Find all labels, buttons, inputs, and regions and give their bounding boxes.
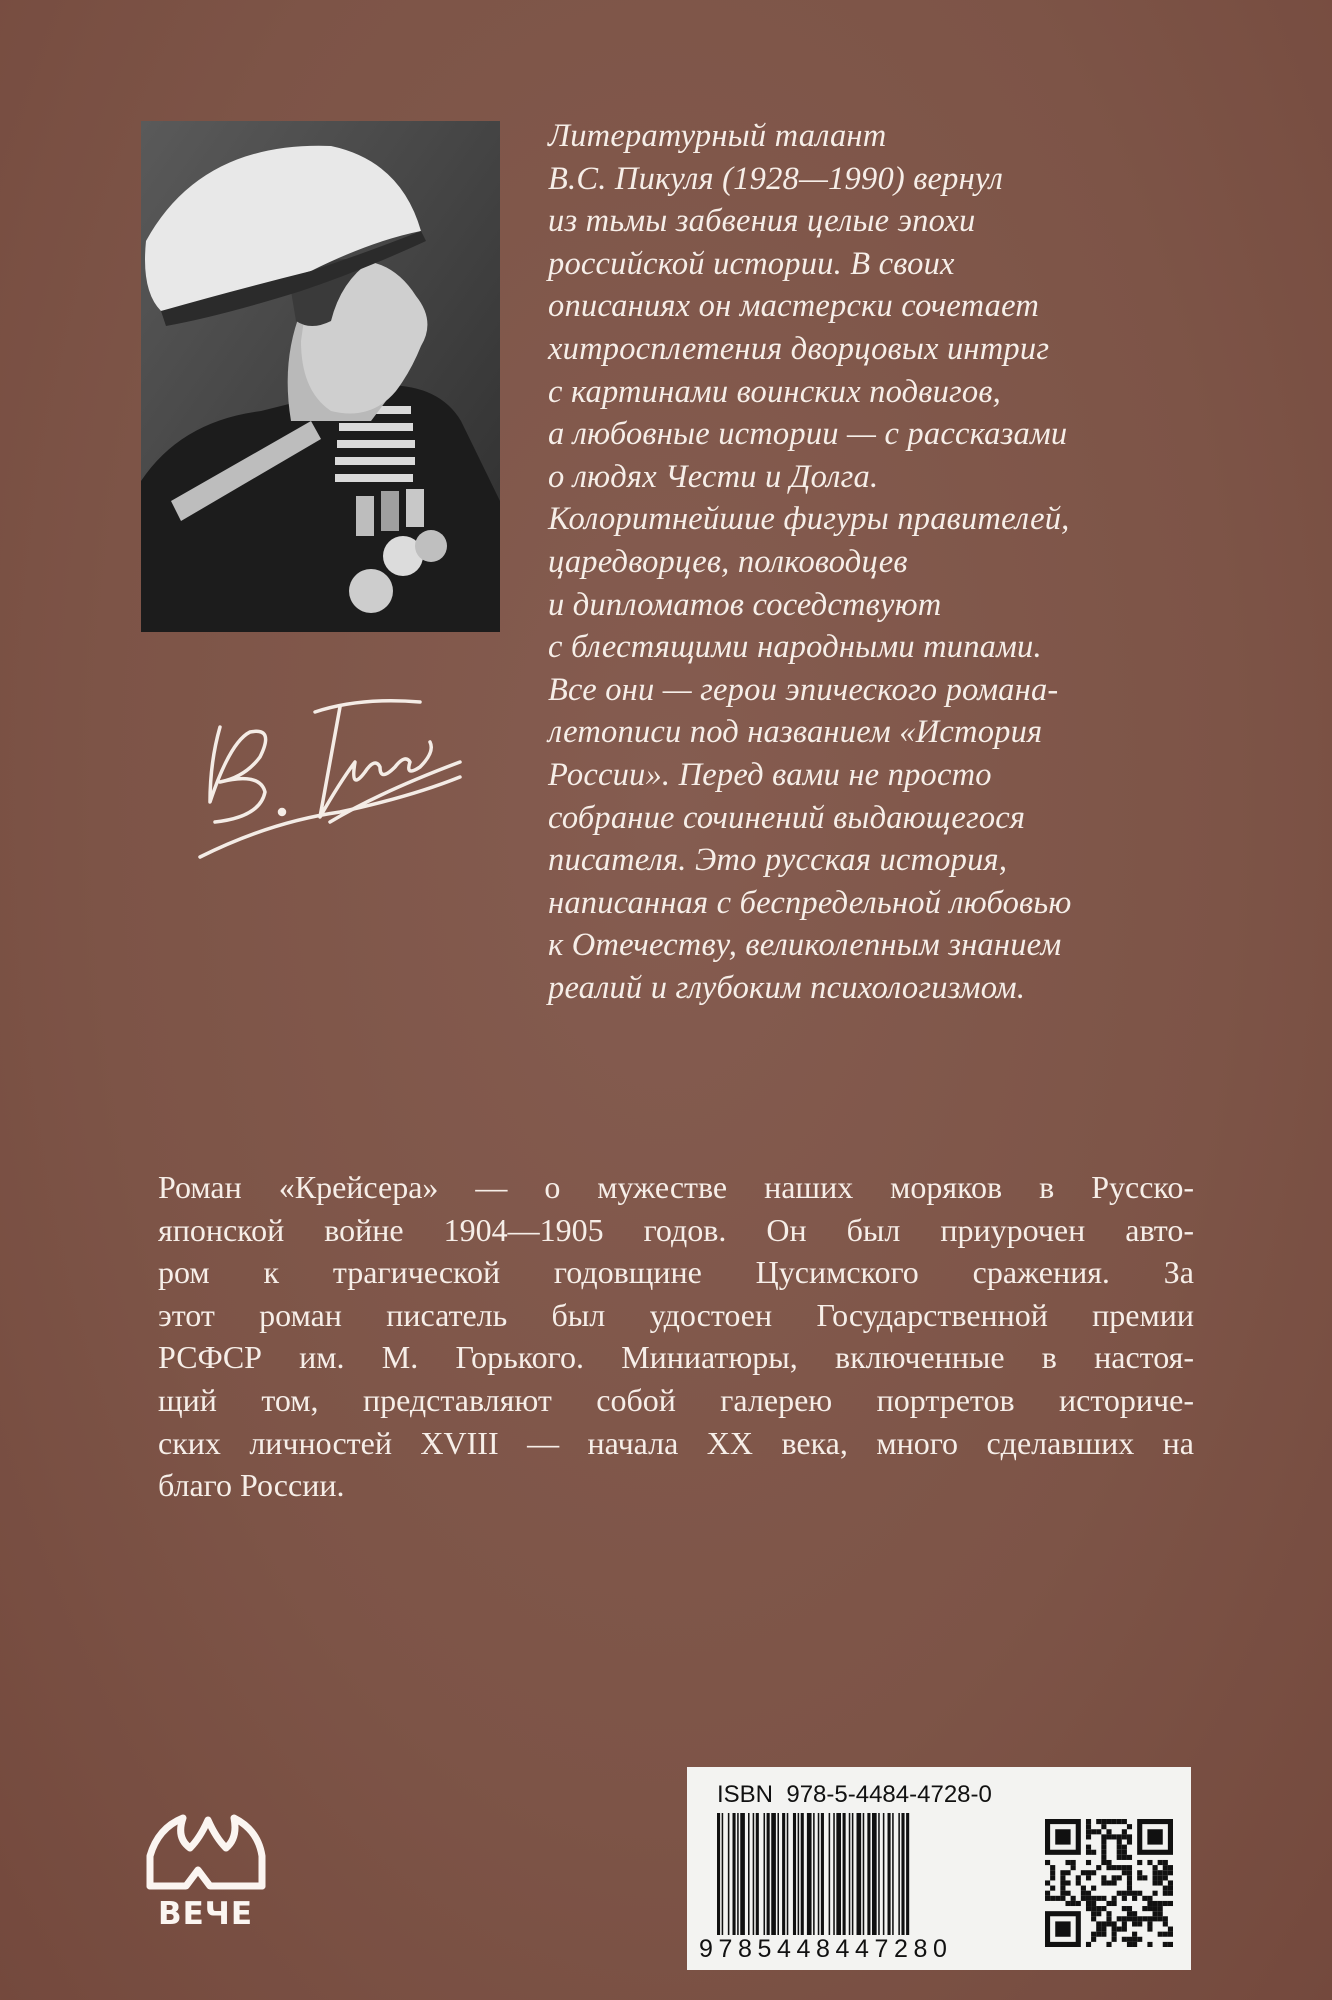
blurb-line: и дипломатов соседствуют xyxy=(548,586,942,623)
summary-line: этот роман писатель был удостоен Государственной премии xyxy=(158,1296,1194,1333)
blurb-line: из тьмы забвения целые эпохи xyxy=(548,203,976,240)
signature-icon xyxy=(190,672,470,876)
summary-line: ских личностей XVIII — начала XX века, много сделавших на xyxy=(158,1424,1194,1461)
blurb-line: реалий и глубоким психологизмом. xyxy=(548,969,1026,1006)
isbn-line xyxy=(717,1781,992,1809)
blurb-line: написанная с беспредельной любовью xyxy=(548,884,1072,921)
author-blurb xyxy=(548,115,1308,1009)
blurb-line: Все они — герои эпического романа- xyxy=(548,671,1059,708)
isbn-label: ISBN xyxy=(717,1781,774,1808)
qr-code-icon xyxy=(1045,1819,1173,1947)
author-photo xyxy=(141,121,500,632)
blurb-line: хитросплетения дворцовых интриг xyxy=(548,330,1050,367)
blurb-line: к Отечеству, великолепным знанием xyxy=(548,927,1062,964)
blurb-line: собрание сочинений выдающегося xyxy=(548,799,1026,836)
book-summary xyxy=(158,1166,1194,1507)
blurb-line: Литературный талант xyxy=(548,118,887,154)
blurb-line: с картинами воинских подвигов, xyxy=(548,373,1001,410)
summary-line: японской войне 1904—1905 годов. Он был приурочен авто- xyxy=(158,1211,1194,1248)
blurb-line: царедворцев, полководцев xyxy=(548,543,908,580)
blurb-line: описаниях он мастерски сочетает xyxy=(548,288,1039,325)
publisher-name: ВЕЧЕ xyxy=(157,1896,254,1932)
summary-line: благо России. xyxy=(158,1467,345,1504)
barcode-panel xyxy=(687,1767,1191,1970)
blurb-line: Колоритнейшие фигуры правителей, xyxy=(548,501,1070,538)
summary-line: ром к трагической годовщине Цусимского сражения. За xyxy=(158,1254,1194,1291)
blurb-line: В.С. Пикуля (1928—1990) вернул xyxy=(548,160,1004,197)
barcode-digits: 9785448447280 xyxy=(699,1935,953,1963)
blurb-line: а любовные истории — с рассказами xyxy=(548,416,1068,453)
isbn-number: 978-5-4484-4728-0 xyxy=(786,1781,992,1808)
blurb-line: России». Перед вами не просто xyxy=(548,756,992,793)
blurb-line: писателя. Это русская история, xyxy=(548,842,1008,879)
summary-line: Роман «Крейсера» — о мужестве наших моряков в Русско- xyxy=(158,1169,1194,1205)
blurb-line: российской истории. В своих xyxy=(548,245,955,282)
blurb-line: летописи под названием «История xyxy=(548,714,1043,751)
summary-line: РСФСР им. М. Горького. Миниатюры, включенные в настоя- xyxy=(158,1339,1194,1376)
barcode-icon xyxy=(717,1813,1017,1935)
blurb-line: о людях Чести и Долга. xyxy=(548,458,879,495)
blurb-line: с блестящими народными типами. xyxy=(548,629,1042,666)
summary-line: щий том, представляют собой галерею портретов историче- xyxy=(158,1381,1194,1418)
